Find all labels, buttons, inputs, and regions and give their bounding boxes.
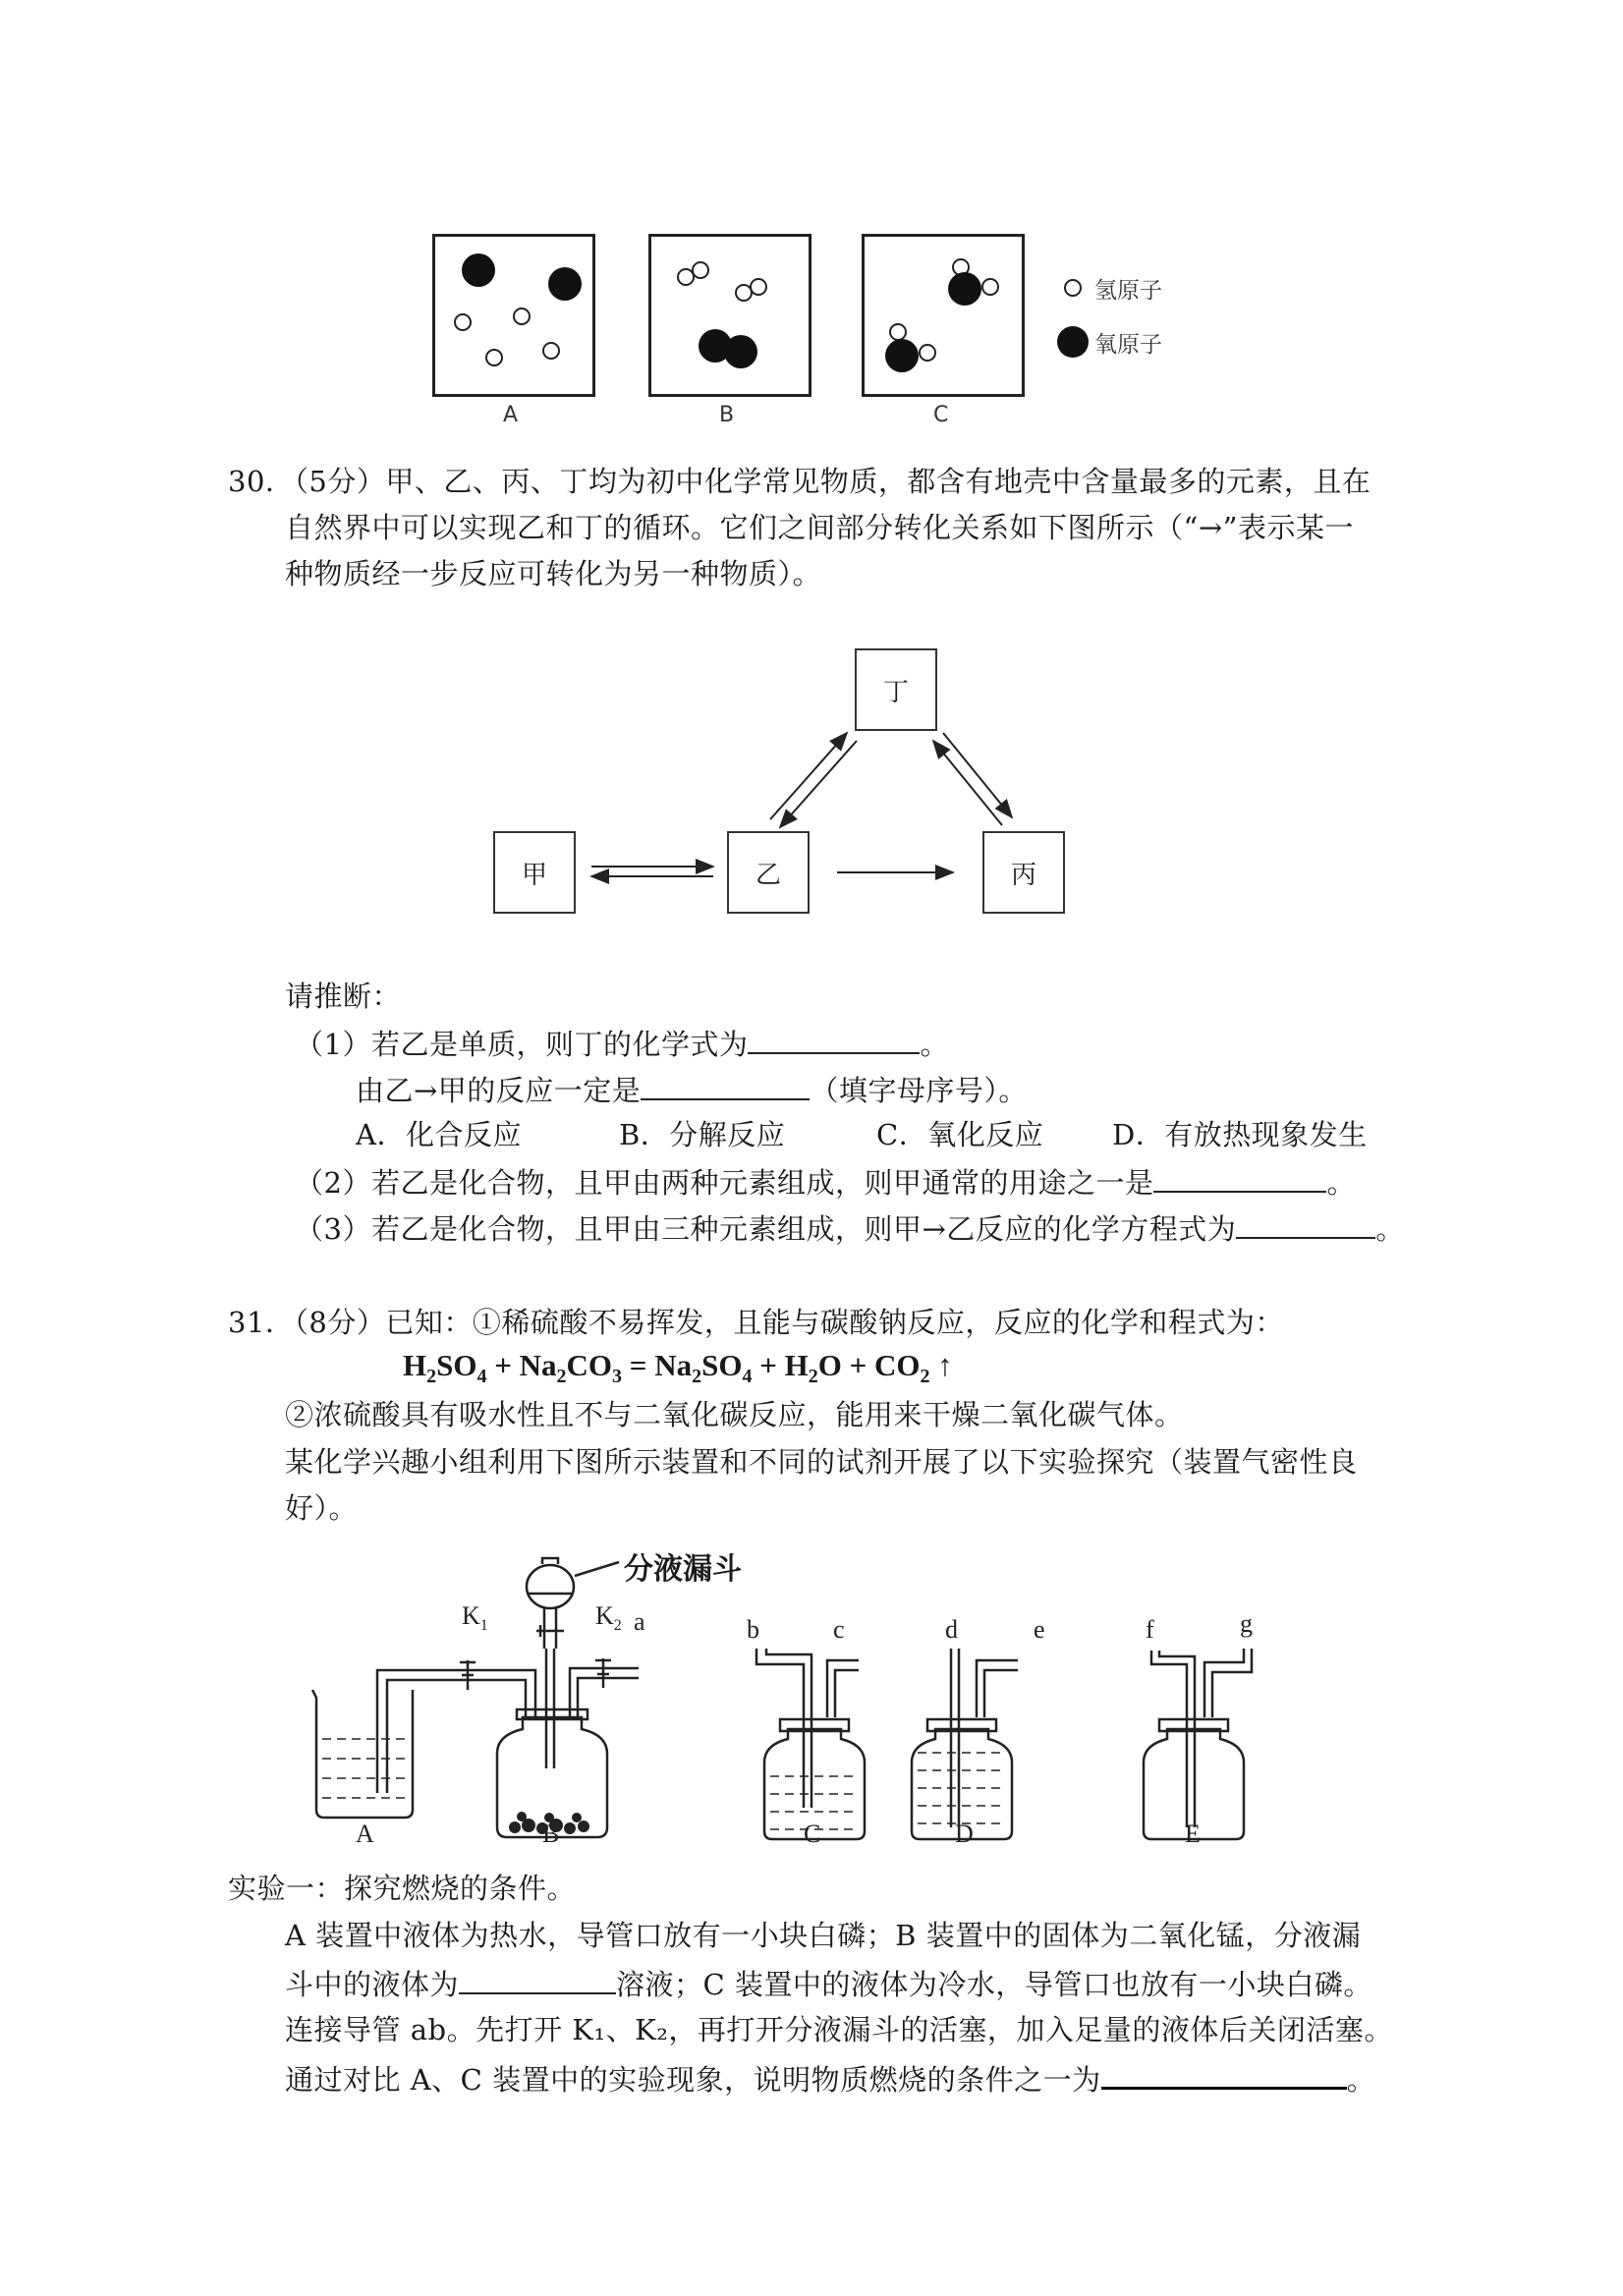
exp1-line2-a: 斗中的液体为 bbox=[285, 1968, 460, 2001]
arrow-ding-to-yi bbox=[780, 741, 857, 827]
k1-valve-icon bbox=[460, 1660, 476, 1690]
hydrogen-atom bbox=[486, 350, 502, 365]
hydrogen-atom bbox=[982, 279, 998, 295]
oxygen-atom bbox=[724, 335, 757, 368]
k1-label: $K_1$ bbox=[462, 1601, 488, 1635]
k2-valve-icon bbox=[595, 1658, 611, 1688]
exp1-line2-b: 溶液；C 装置中的液体为冷水，导管口也放有一小块白磷。 bbox=[616, 1968, 1372, 2001]
q30-part1a-text: （1）若乙是单质，则丁的化学式为 bbox=[295, 1028, 749, 1061]
hydrogen-atom bbox=[736, 285, 752, 301]
tube-d-short bbox=[977, 1660, 1018, 1717]
legend-oxygen-icon bbox=[1057, 326, 1089, 358]
answer-blank-reaction[interactable] bbox=[641, 1069, 810, 1100]
port-f: f bbox=[1146, 1615, 1154, 1644]
port-a: a bbox=[634, 1607, 645, 1636]
bottle-d-liquid bbox=[918, 1753, 1006, 1823]
exp1-line4 bbox=[285, 2057, 1375, 2100]
q30-options bbox=[356, 1115, 1368, 1154]
port-d: d bbox=[945, 1615, 958, 1644]
q30-part1a bbox=[295, 1023, 949, 1064]
hydrogen-atom bbox=[455, 314, 471, 330]
q30-part1a-end: 。 bbox=[920, 1028, 949, 1061]
q30-part1b-text: 由乙→甲的反应一定是 bbox=[356, 1074, 642, 1107]
q31-line3: 某化学兴趣小组利用下图所示装置和不同的试剂开展了以下实验探究（装置气密性良 bbox=[285, 1445, 1358, 1479]
tube-e-long bbox=[1151, 1651, 1195, 1827]
oxygen-atom bbox=[948, 272, 981, 306]
tube-d-long bbox=[951, 1649, 959, 1827]
q30-part1b-end: （填字母序号）。 bbox=[810, 1074, 1028, 1107]
q30-part3-text: （3）若乙是化合物，且甲由三种元素组成，则甲→乙反应的化学方程式为 bbox=[295, 1212, 1237, 1246]
funnel-stopcock bbox=[536, 1625, 564, 1637]
hydrogen-atom bbox=[890, 324, 906, 340]
app-label-A: A bbox=[356, 1820, 374, 1848]
app-label-C: C bbox=[804, 1820, 821, 1848]
exp1-line3: 连接导管 ab。先打开 K₁、K₂，再打开分液漏斗的活塞，加入足量的液体后关闭活塞。 bbox=[285, 2013, 1393, 2046]
relation-arrows bbox=[481, 639, 1091, 933]
funnel-pointer bbox=[575, 1562, 619, 1576]
q30-part2 bbox=[295, 1161, 1356, 1203]
port-b: b bbox=[747, 1615, 759, 1644]
port-g: g bbox=[1240, 1609, 1253, 1638]
q30-part3 bbox=[295, 1207, 1405, 1249]
oxygen-atom bbox=[462, 253, 495, 287]
port-e: e bbox=[1034, 1615, 1045, 1644]
option-c[interactable]: C．氧化反应 bbox=[876, 1118, 1044, 1151]
oxygen-atom bbox=[548, 267, 582, 301]
funnel-label: 分液漏斗 bbox=[624, 1552, 742, 1587]
option-d[interactable]: D．有放热现象发生 bbox=[1112, 1118, 1368, 1151]
legend-oxygen-label: 氧原子 bbox=[1094, 332, 1162, 358]
hydrogen-atom bbox=[514, 308, 530, 324]
hydrogen-atom bbox=[920, 345, 935, 361]
port-c: c bbox=[833, 1615, 845, 1644]
node-bing: 丙 bbox=[982, 831, 1065, 914]
node-jia: 甲 bbox=[493, 831, 576, 914]
relation-diagram bbox=[481, 639, 1091, 933]
q31-line4: 好）。 bbox=[285, 1491, 359, 1525]
beaker-a-water bbox=[322, 1739, 407, 1798]
apparatus-figure bbox=[295, 1542, 1277, 1857]
q30-part2-text: （2）若乙是化合物，且甲由两种元素组成，则甲通常的用途之一是 bbox=[295, 1166, 1154, 1200]
separatory-funnel bbox=[527, 1565, 574, 1608]
exp1-line4-text: 通过对比 A、C 装置中的实验现象，说明物质燃烧的条件之一为 bbox=[285, 2063, 1101, 2097]
apparatus-drawing bbox=[295, 1542, 1277, 1857]
hydrogen-atom bbox=[678, 269, 694, 285]
app-label-E: E bbox=[1185, 1820, 1201, 1848]
node-ding: 丁 bbox=[855, 648, 937, 731]
k2-label: $K_2$ bbox=[595, 1601, 622, 1635]
q30-part1b bbox=[356, 1069, 1028, 1110]
q30-line1: 30．（5分）甲、乙、丙、丁均为初中化学常见物质，都含有地壳中含量最多的元素，且在 bbox=[228, 465, 1371, 498]
hydrogen-atom bbox=[751, 279, 766, 295]
tube-c-short bbox=[827, 1660, 859, 1717]
q30-part2-end: 。 bbox=[1326, 1166, 1356, 1200]
legend-hydrogen-label: 氢原子 bbox=[1094, 278, 1162, 304]
exp1-line2 bbox=[285, 1963, 1372, 2004]
arrow-yi-to-ding bbox=[770, 733, 847, 819]
hydrogen-atom bbox=[693, 262, 708, 278]
q31-line1: 31．（8分）已知：①稀硫酸不易挥发，且能与碳酸钠反应，反应的化学和程式为： bbox=[228, 1306, 1284, 1339]
q30-prompt: 请推断： bbox=[285, 980, 402, 1013]
exp1-title: 实验一：探究燃烧的条件。 bbox=[228, 1872, 577, 1905]
arrow-ding-to-bing bbox=[943, 733, 1012, 817]
q30-line3: 种物质经一步反应可转化为另一种物质）。 bbox=[285, 557, 822, 590]
answer-blank-use[interactable] bbox=[1153, 1161, 1326, 1193]
panel-B-label: B bbox=[719, 403, 735, 427]
answer-blank-combustion[interactable] bbox=[1101, 2057, 1347, 2090]
node-yi: 乙 bbox=[727, 831, 810, 914]
app-label-B: B bbox=[542, 1820, 560, 1848]
option-b[interactable]: B．分解反应 bbox=[619, 1118, 786, 1151]
particle-figure bbox=[422, 226, 1208, 442]
exp1-line1: A 装置中液体为热水，导管口放有一小块白磷；B 装置中的固体为二氧化锰，分液漏 bbox=[285, 1919, 1362, 1952]
tube-e-short bbox=[1204, 1649, 1252, 1717]
chemical-equation: $H_2SO_4 + Na_2CO_3 = Na_2SO_4 + H_2O + CO_2$ ↑ bbox=[403, 1348, 953, 1388]
panel-C-label: C bbox=[933, 403, 949, 427]
q30-line2: 自然界中可以实现乙和丁的循环。它们之间部分转化关系如下图所示（“→”表示某一 bbox=[285, 511, 1354, 544]
legend-hydrogen-icon bbox=[1065, 280, 1081, 296]
panel-A-label: A bbox=[503, 403, 519, 427]
option-a[interactable]: A．化合反应 bbox=[356, 1118, 522, 1151]
exp1-line4-end: 。 bbox=[1346, 2063, 1376, 2097]
q30-part3-end: 。 bbox=[1375, 1212, 1405, 1246]
answer-blank-equation[interactable] bbox=[1236, 1207, 1375, 1239]
particle-atoms bbox=[422, 226, 1208, 442]
oxygen-atom bbox=[885, 339, 919, 372]
hydrogen-atom bbox=[543, 343, 559, 359]
q31-line2: ②浓硫酸具有吸水性且不与二氧化碳反应，能用来干燥二氧化碳气体。 bbox=[285, 1398, 1184, 1431]
answer-blank-formula[interactable] bbox=[748, 1023, 920, 1054]
arrow-bing-to-ding bbox=[933, 741, 1002, 825]
app-label-D: D bbox=[955, 1820, 974, 1848]
answer-blank-solution[interactable] bbox=[459, 1963, 616, 1994]
